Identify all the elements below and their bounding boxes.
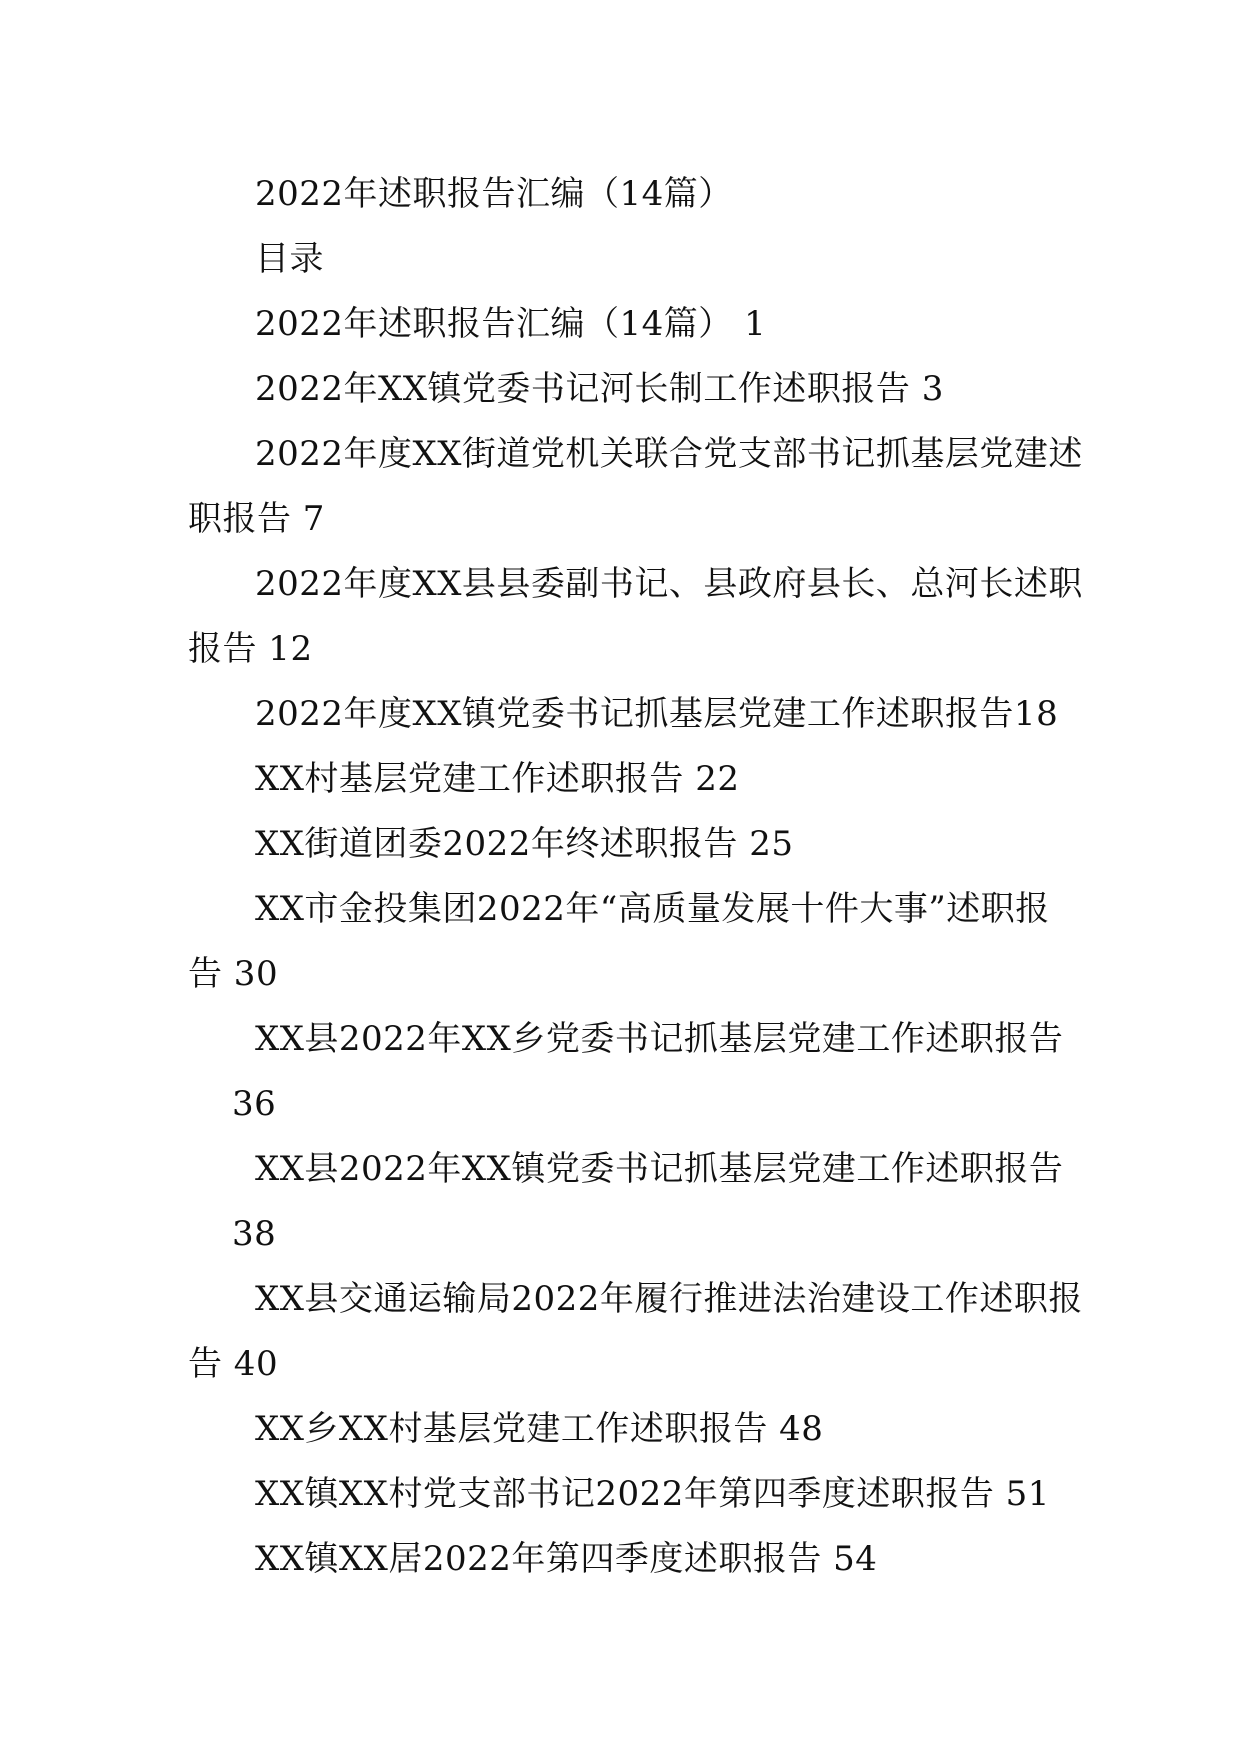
toc-entry: XX村基层党建工作述职报告 22 — [255, 759, 740, 799]
toc-entry: 2022年度XX街道党机关联合党支部书记抓基层党建述 — [255, 434, 1083, 474]
toc-entry-continuation: 告 30 — [188, 954, 279, 994]
toc-entry: XX乡XX村基层党建工作述职报告 48 — [255, 1409, 824, 1449]
toc-entry: 2022年度XX镇党委书记抓基层党建工作述职报告18 — [255, 694, 1059, 734]
toc-entry: XX县2022年XX乡党委书记抓基层党建工作述职报告 — [255, 1019, 1064, 1059]
toc-entry-continuation: 职报告 7 — [188, 499, 325, 539]
toc-entry: XX市金投集团2022年“高质量发展十件大事”述职报 — [255, 889, 1050, 929]
toc-heading: 目录 — [255, 239, 324, 279]
toc-entry: XX镇XX居2022年第四季度述职报告 54 — [255, 1539, 878, 1579]
toc-entry: XX街道团委2022年终述职报告 25 — [255, 824, 794, 864]
toc-entry: XX县2022年XX镇党委书记抓基层党建工作述职报告 — [255, 1149, 1064, 1189]
toc-entry: XX县交通运输局2022年履行推进法治建设工作述职报 — [255, 1279, 1083, 1319]
toc-entry-continuation: 报告 12 — [188, 629, 313, 669]
toc-entry: 2022年述职报告汇编（14篇） 1 — [255, 304, 767, 344]
document-title: 2022年述职报告汇编（14篇） — [255, 174, 733, 214]
toc-entry-continuation: 36 — [232, 1084, 277, 1124]
toc-entry-continuation: 告 40 — [188, 1344, 279, 1384]
toc-entry: XX镇XX村党支部书记2022年第四季度述职报告 51 — [255, 1474, 1050, 1514]
toc-entry: 2022年XX镇党委书记河长制工作述职报告 3 — [255, 369, 944, 409]
toc-entry: 2022年度XX县县委副书记、县政府县长、总河长述职 — [255, 564, 1083, 604]
toc-entry-continuation: 38 — [232, 1214, 277, 1254]
